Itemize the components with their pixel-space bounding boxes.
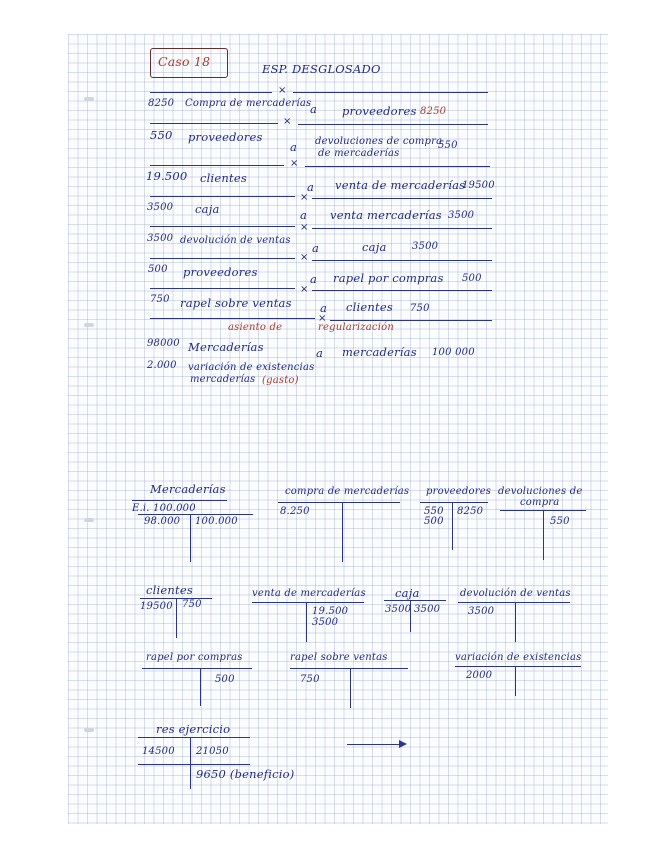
t-account-debit: 550 xyxy=(424,506,444,517)
x-mark: × xyxy=(278,85,287,96)
entry-credit: proveedores xyxy=(342,104,417,118)
entry-separator xyxy=(150,165,284,166)
t-account-title: venta de mercaderías xyxy=(252,588,366,599)
t-account-credit: 3500 xyxy=(414,604,441,615)
entry-debit: clientes xyxy=(200,171,247,185)
entry-separator xyxy=(312,260,492,261)
regularization-note: (gasto) xyxy=(262,375,299,386)
entry-credit: clientes xyxy=(346,300,393,314)
t-account-credit: 9650 (beneficio) xyxy=(196,767,295,781)
entry-debit: rapel sobre ventas xyxy=(180,296,292,310)
t-account-credit: 750 xyxy=(182,599,202,610)
page-title: ESP. DESGLOSADO xyxy=(262,62,381,76)
entry-credit-line2: de mercaderías xyxy=(318,148,400,159)
entry-a: a xyxy=(310,102,318,116)
regularization-amount-1: 98000 xyxy=(147,338,180,349)
entry-amount: 8250 xyxy=(148,98,175,109)
t-account-title: rapel sobre ventas xyxy=(290,652,388,663)
entry-amount: 3500 xyxy=(147,233,174,244)
t-account-debit: 2000 xyxy=(466,670,493,681)
t-account-title: caja xyxy=(395,586,420,600)
entry-separator xyxy=(312,228,492,229)
t-account-divider xyxy=(200,668,201,706)
t-account-rule xyxy=(138,764,250,765)
t-account-divider xyxy=(176,598,177,638)
entry-credit-amount: 19500 xyxy=(462,180,495,191)
t-account-rule xyxy=(455,666,581,667)
t-account-rule xyxy=(142,668,252,669)
entry-separator xyxy=(312,198,492,199)
t-account-rule xyxy=(420,502,488,503)
entry-separator xyxy=(150,226,295,227)
t-account-divider xyxy=(350,668,351,708)
entry-debit: devolución de ventas xyxy=(180,235,291,246)
entry-credit-amount: 8250 xyxy=(420,106,447,117)
entry-credit: rapel por compras xyxy=(333,271,444,285)
t-account-divider xyxy=(543,510,544,560)
entry-separator xyxy=(150,92,272,93)
entry-debit: proveedores xyxy=(188,130,263,144)
x-mark: × xyxy=(318,313,327,324)
entry-a: a xyxy=(307,180,315,194)
t-account-debit: 14500 xyxy=(142,746,175,757)
punch-hole xyxy=(84,728,94,732)
t-account-title: variación de existencias xyxy=(455,652,582,663)
entry-separator xyxy=(293,92,488,93)
entry-a: a xyxy=(290,140,298,154)
t-account-credit: 3500 xyxy=(312,617,339,628)
entry-debit: proveedores xyxy=(183,265,258,279)
x-mark: × xyxy=(283,116,292,127)
t-account-divider xyxy=(342,502,343,562)
t-account-title: clientes xyxy=(146,583,193,597)
entry-debit: caja xyxy=(195,202,220,216)
regularization-credit-amount-1: 100 000 xyxy=(432,347,475,358)
t-account-divider xyxy=(190,514,191,562)
t-account-debit: 98.000 xyxy=(144,516,181,527)
t-account-divider xyxy=(306,602,307,642)
entry-a: a xyxy=(300,208,308,222)
punch-hole xyxy=(84,97,94,101)
entry-separator xyxy=(150,318,315,319)
t-account-credit: 19.500 xyxy=(312,606,349,617)
t-account-credit: 550 xyxy=(550,516,570,527)
t-account-rule xyxy=(278,502,400,503)
t-account-credit: 8250 xyxy=(457,506,484,517)
t-account-debit: 3500 xyxy=(468,606,495,617)
t-account-rule xyxy=(290,668,408,669)
entry-credit: venta mercaderías xyxy=(330,208,442,222)
t-account-divider xyxy=(515,666,516,696)
entry-credit: venta de mercaderías xyxy=(335,178,466,192)
t-account-title-line2: compra xyxy=(520,497,560,508)
t-account-debit: 19500 xyxy=(140,601,173,612)
t-account-debit: E.i. 100.000 xyxy=(132,503,196,514)
t-account-debit: 3500 xyxy=(385,604,412,615)
entry-separator xyxy=(150,123,278,124)
t-account-title: Mercaderías xyxy=(150,482,226,496)
t-account-rule xyxy=(138,514,253,515)
entry-a: a xyxy=(310,272,318,286)
entry-separator xyxy=(150,196,295,197)
regularization-heading-left: asiento de xyxy=(228,322,283,333)
entry-a: a xyxy=(320,301,328,315)
t-account-divider xyxy=(452,502,453,550)
t-account-rule xyxy=(252,602,364,603)
punch-hole xyxy=(84,518,94,522)
t-account-debit: 750 xyxy=(300,674,320,685)
regularization-debit-2-line2: mercaderías xyxy=(190,374,256,385)
entry-credit-amount: 750 xyxy=(410,303,430,314)
entry-separator xyxy=(305,166,490,167)
entry-separator xyxy=(312,290,492,291)
regularization-a: a xyxy=(316,346,324,360)
regularization-amount-2: 2.000 xyxy=(147,360,177,371)
x-mark: × xyxy=(290,158,299,169)
entry-separator xyxy=(150,258,295,259)
punch-hole xyxy=(84,323,94,327)
t-account-credit: 100.000 xyxy=(195,516,238,527)
t-account-rule xyxy=(384,600,446,601)
entry-credit-amount: 500 xyxy=(462,273,482,284)
entry-amount: 500 xyxy=(148,264,168,275)
regularization-debit-2: variación de existencias xyxy=(188,362,315,373)
entry-amount: 550 xyxy=(150,128,173,142)
entry-credit-amount: 3500 xyxy=(448,210,475,221)
entry-credit: devoluciones de compra xyxy=(315,136,443,147)
case-label: Caso 18 xyxy=(158,54,211,69)
entry-credit-amount: 3500 xyxy=(412,241,439,252)
entry-debit: Compra de mercaderías xyxy=(185,98,312,109)
entry-separator xyxy=(150,288,295,289)
t-account-title: res ejercicio xyxy=(156,722,231,736)
t-account-debit: 8.250 xyxy=(280,506,310,517)
x-mark: × xyxy=(300,252,309,263)
t-account-debit: 500 xyxy=(424,516,444,527)
t-account-rule xyxy=(458,602,570,603)
t-account-title: devolución de ventas xyxy=(460,588,571,599)
t-account-divider xyxy=(515,602,516,642)
entry-credit-amount: 550 xyxy=(438,140,458,151)
entry-separator xyxy=(298,124,488,125)
arrow-icon xyxy=(347,744,405,745)
t-account-divider xyxy=(190,737,191,789)
entry-a: a xyxy=(312,241,320,255)
t-account-top xyxy=(138,737,250,738)
entry-amount: 19.500 xyxy=(146,169,188,183)
x-mark: × xyxy=(300,192,309,203)
x-mark: × xyxy=(300,284,309,295)
regularization-heading-right: regularización xyxy=(318,322,394,333)
t-account-title: compra de mercaderías xyxy=(285,486,410,497)
regularization-credit-1: mercaderías xyxy=(342,345,417,359)
t-account-credit: 500 xyxy=(215,674,235,685)
t-account-title: proveedores xyxy=(426,486,492,497)
entry-separator xyxy=(330,320,492,321)
entry-credit: caja xyxy=(362,240,387,254)
entry-amount: 750 xyxy=(150,294,170,305)
x-mark: × xyxy=(300,222,309,233)
entry-amount: 3500 xyxy=(147,202,174,213)
t-account-top xyxy=(132,500,227,501)
t-account-title: rapel por compras xyxy=(146,652,243,663)
t-account-title: devoluciones de xyxy=(498,486,583,497)
regularization-debit-1: Mercaderías xyxy=(188,340,264,354)
t-account-credit: 21050 xyxy=(196,746,229,757)
